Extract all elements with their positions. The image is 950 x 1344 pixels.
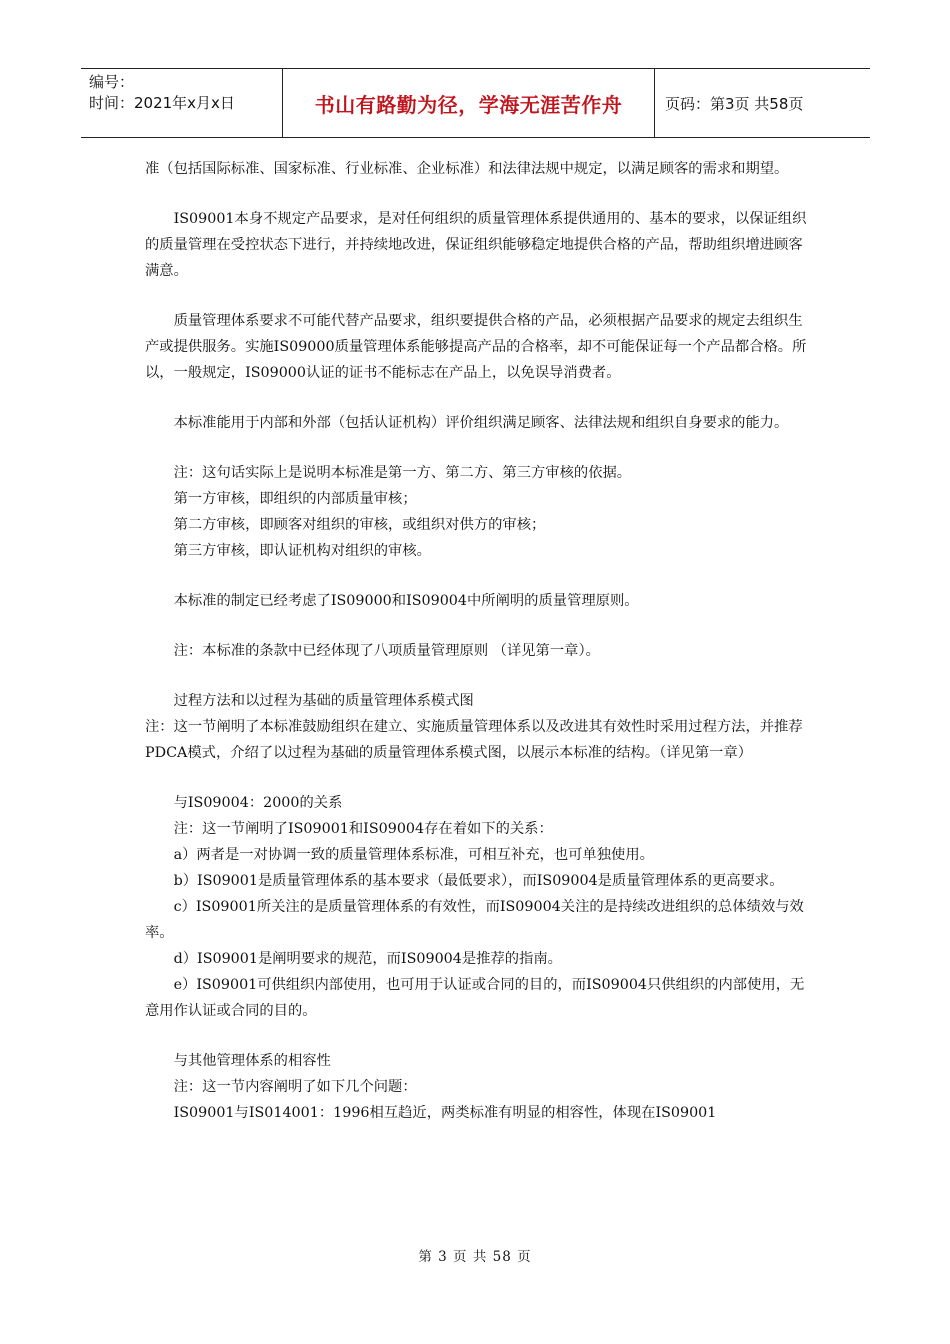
header-motto: 书山有路勤为径，学海无涯苦作舟 — [314, 92, 623, 117]
doc-date-label: 时间：2021年x月x日 — [89, 94, 235, 112]
section-note: 注：这一节内容阐明了如下几个问题： — [173, 1079, 417, 1095]
paragraph: 本标准能用于内部和外部（包括认证机构）评价组织满足顾客、法律法规和组织自身要求的能力。 — [173, 415, 789, 431]
paragraph: 准（包括国际标准、国家标准、行业标准、企业标准）和法律法规中规定，以满足顾客的需求和期望。 — [145, 161, 789, 177]
section-title: 与IS09004：2000的关系 — [173, 795, 343, 811]
section-note: 注：这一节阐明了IS09001和IS09004存在着如下的关系： — [173, 821, 553, 837]
list-item: a）两者是一对协调一致的质量管理体系标准，可相互补充，也可单独使用。 — [173, 847, 654, 863]
page-header — [81, 68, 870, 138]
list-item: c）IS09001所关注的是质量管理体系的有效性，而IS09004关注的是持续改进组织的总体绩效与效率。 — [145, 899, 804, 941]
paragraph: 质量管理体系要求不可能代替产品要求，组织要提供合格的产品，必须根据产品要求的规定去组织生产或提供服务。实施IS09000质量管理体系能够提高产品的合格率，却不可能保证每一个产品都合格。所以，一般规定，IS09000认证的证书不能标志在产品上，以免误导消费者。 — [145, 313, 807, 381]
header-page-label: 页码：第3页 共58页 — [665, 94, 804, 113]
section-title: 与其他管理体系的相容性 — [173, 1053, 331, 1069]
note-line: 第二方审核，即顾客对组织的审核，或组织对供方的审核； — [173, 517, 546, 533]
note-line: 注：本标准的条款中已经体现了八项质量管理原则 （详见第一章）。 — [173, 643, 600, 659]
note-line: 注：这句话实际上是说明本标准是第一方、第二方、第三方审核的依据。 — [173, 465, 632, 481]
header-meta — [81, 69, 283, 137]
section-title: 过程方法和以过程为基础的质量管理体系模式图 — [173, 693, 474, 709]
page-footer: 第 3 页 共 58 页 — [418, 1249, 532, 1265]
list-item: e）IS09001可供组织内部使用，也可用于认证或合同的目的，而IS09004只供组织的内部使用，无意用作认证或合同的目的。 — [145, 977, 805, 1019]
paragraph: IS09001本身不规定产品要求，是对任何组织的质量管理体系提供通用的、基本的要求，以保证组织的质量管理在受控状态下进行，并持续地改进，保证组织能够稳定地提供合格的产品，帮助组织增进顾客满意。 — [145, 211, 807, 279]
paragraph: IS09001与IS014001：1996相互趋近，两类标准有明显的相容性，体现在IS09001 — [173, 1105, 717, 1121]
note-line: 第三方审核，即认证机构对组织的审核。 — [173, 543, 431, 559]
header-motto-cell — [283, 69, 655, 137]
section-note: 注：这一节阐明了本标准鼓励组织在建立、实施质量管理体系以及改进其有效性时采用过程方法，并推荐PDCA模式，介绍了以过程为基础的质量管理体系模式图，以展示本标准的结构。（详见第一章） — [145, 719, 803, 761]
document-body — [145, 156, 813, 1126]
list-item: b）IS09001是质量管理体系的基本要求（最低要求），而IS09004是质量管理体系的更高要求。 — [173, 873, 784, 889]
paragraph: 本标准的制定已经考虑了IS09000和IS09004中所阐明的质量管理原则。 — [173, 593, 639, 609]
note-line: 第一方审核，即组织的内部质量审核； — [173, 491, 417, 507]
doc-number-label: 编号： — [89, 73, 135, 91]
list-item: d）IS09001是阐明要求的规范，而IS09004是推荐的指南。 — [173, 951, 562, 967]
header-page-cell — [655, 69, 870, 137]
